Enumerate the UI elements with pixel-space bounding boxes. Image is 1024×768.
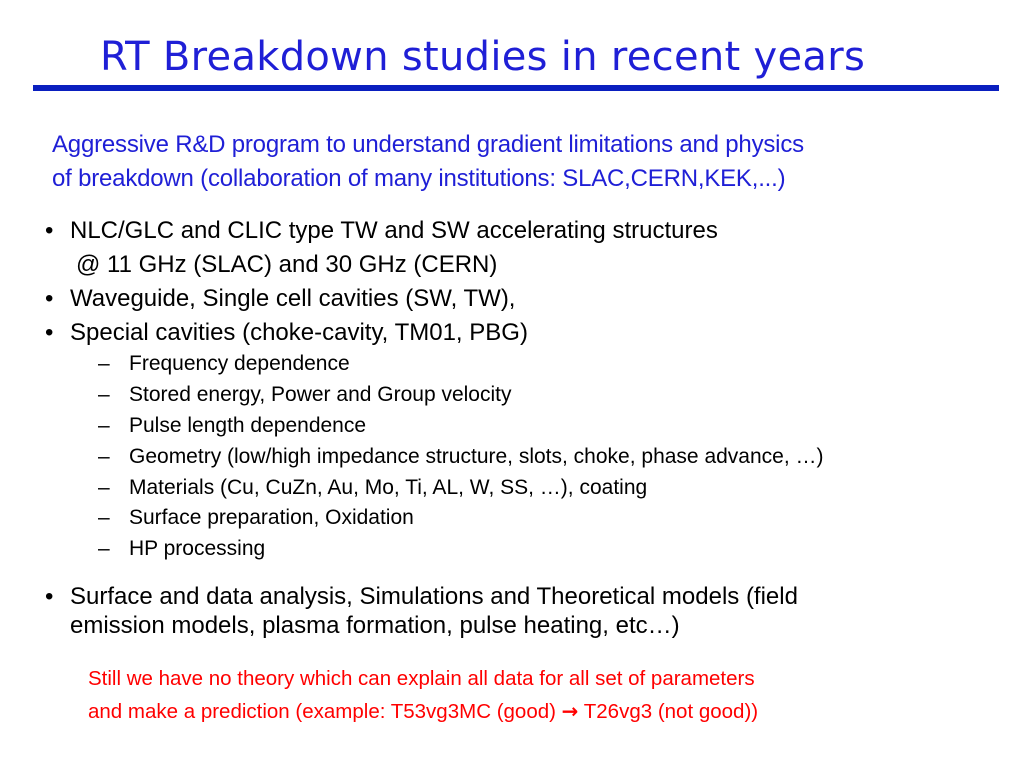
sub-bullet-text: Pulse length dependence [129, 414, 367, 437]
bullet-item-2 [45, 285, 515, 313]
dash-marker: – [98, 476, 110, 499]
bullet-item-1 [45, 217, 718, 245]
sub-bullet-text: HP processing [129, 537, 266, 560]
dash-marker: – [98, 445, 110, 468]
dash-marker: – [98, 414, 110, 437]
bullet-marker: • [45, 217, 54, 244]
bullet-item-4 [45, 583, 798, 611]
bullet-text: Waveguide, Single cell cavities (SW, TW), [70, 285, 516, 312]
sub-bullet-3 [98, 414, 366, 438]
sub-bullet-text: Stored energy, Power and Group velocity [129, 383, 512, 406]
slide-title: RT Breakdown studies in recent years [100, 34, 866, 80]
bullet-text: Surface and data analysis, Simulations and Theoretical models (field [70, 583, 798, 610]
sub-bullet-2 [98, 383, 511, 407]
sub-bullet-1 [98, 352, 350, 376]
sub-bullet-text: Materials (Cu, CuZn, Au, Mo, Ti, AL, W, SS, …), coating [129, 476, 648, 499]
bullet-text: Special cavities (choke-cavity, TM01, PBG) [70, 319, 528, 346]
bullet-marker: • [45, 583, 54, 610]
note-text-before-arrow: and make a prediction (example: T53vg3MC (good) [88, 700, 562, 723]
sub-bullet-5 [98, 476, 647, 500]
dash-marker: – [98, 506, 110, 529]
bullet-text: NLC/GLC and CLIC type TW and SW accelerating structures [70, 217, 718, 244]
intro-paragraph [52, 128, 982, 196]
conclusion-note-line-2 [88, 699, 758, 724]
sub-bullet-6 [98, 506, 414, 530]
sub-bullet-text: Geometry (low/high impedance structure, slots, choke, phase advance, …) [129, 445, 824, 468]
sub-bullet-text: Frequency dependence [129, 352, 350, 375]
conclusion-note-line-1: Still we have no theory which can explain all data for all set of parameters [88, 667, 755, 690]
right-arrow-icon: → [561, 699, 579, 723]
sub-bullet-7 [98, 537, 265, 561]
bullet-marker: • [45, 285, 54, 312]
bullet-item-3 [45, 319, 528, 347]
intro-line-2: of breakdown (collaboration of many institutions: SLAC,CERN,KEK,...) [52, 165, 786, 192]
dash-marker: – [98, 537, 110, 560]
title-underline [33, 85, 999, 91]
dash-marker: – [98, 383, 110, 406]
bullet-item-4-continuation: emission models, plasma formation, pulse heating, etc…) [70, 612, 680, 639]
note-text-after-arrow: T26vg3 (not good)) [578, 700, 759, 723]
intro-line-1: Aggressive R&D program to understand gradient limitations and physics [52, 131, 804, 158]
bullet-item-1-continuation: @ 11 GHz (SLAC) and 30 GHz (CERN) [76, 251, 498, 278]
bullet-marker: • [45, 319, 54, 346]
sub-bullet-text: Surface preparation, Oxidation [129, 506, 414, 529]
dash-marker: – [98, 352, 110, 375]
sub-bullet-4 [98, 445, 824, 469]
